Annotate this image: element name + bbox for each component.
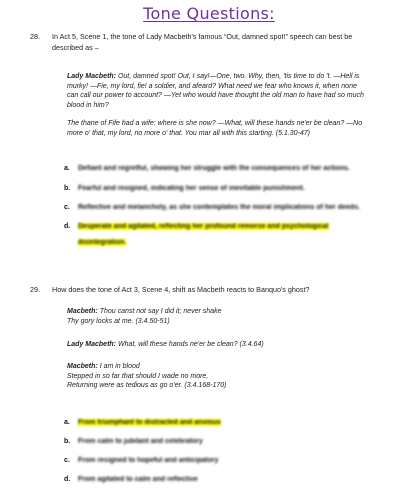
option-29-b xyxy=(64,437,203,447)
quote-speaker: Macbeth: xyxy=(67,308,98,315)
quote-speaker: Lady Macbeth: xyxy=(67,73,117,80)
option-letter: b. xyxy=(64,185,71,192)
option-letter: a. xyxy=(64,419,70,426)
quote-speaker: Lady Macbeth: xyxy=(67,341,117,348)
quote-thane-of-fife xyxy=(67,119,397,138)
option-text: From agitated to calm and reflective xyxy=(78,476,198,483)
option-text: From resigned to hopeful and anticipatory xyxy=(78,457,219,464)
option-28-b xyxy=(64,184,305,194)
question-29 xyxy=(30,284,392,295)
option-28-d xyxy=(64,222,329,232)
page-title: Tone Questions: xyxy=(143,4,275,23)
question-text-line2: described as – xyxy=(52,43,99,52)
quote-speaker: Macbeth: xyxy=(67,363,98,370)
option-text: Defiant and regretful, showing her struggle with the consequences of her actions. xyxy=(78,165,350,172)
option-text-highlighted: disintegration. xyxy=(78,239,127,246)
option-letter: d. xyxy=(64,476,71,483)
option-letter: a. xyxy=(64,165,70,172)
quote-line: Returning were as tedious as go o'er. (3.4.168-170) xyxy=(67,382,227,389)
option-28-a xyxy=(64,164,350,174)
question-text-line1: In Act 5, Scene 1, the tone of Lady Macbeth's famous “Out, damned spot!” speech can best be xyxy=(52,32,353,41)
quote-line: Out, damned spot! Out, I say!—One, two. Why, then, 'tis time to do 't. —Hell is xyxy=(117,73,360,80)
quote-line: Thy gory locks at me. (3.4.50-51) xyxy=(67,317,170,325)
quote-line: blood in him? xyxy=(67,101,109,109)
option-28-c xyxy=(64,203,360,213)
option-29-d xyxy=(64,475,198,485)
option-text: Reflective and melancholy, as she contemplates the moral implications of her deeds. xyxy=(78,204,360,211)
quote-line: The thane of Fife had a wife: where is she now? —What, will these hands ne'er be clean? —No xyxy=(67,120,363,127)
quote-line: Stepped in so far that should I wade no more, xyxy=(67,372,209,380)
option-28-d-continued xyxy=(78,238,126,248)
quote-line: can call our power to account? —Yet who would have thought the old man to have had so much xyxy=(67,92,364,99)
quote-line: more o' that, my lord, no more o' that. You mar all with this starting. (5.1.30-47) xyxy=(67,129,310,137)
option-text: Fearful and resigned, indicating her sense of inevitable punishment. xyxy=(78,185,305,192)
option-letter: d. xyxy=(64,223,71,230)
quote-line: I am in blood xyxy=(99,363,140,370)
quote-macbeth-2 xyxy=(67,362,327,391)
quote-line: What, will these hands ne'er be clean? (3.4.64) xyxy=(117,341,264,348)
option-letter: c. xyxy=(64,457,70,464)
quote-line: murky! —Fie, my lord, fie! a soldier, and afeard? What need we fear who knows it, when none xyxy=(67,82,357,90)
question-number: 29. xyxy=(30,285,40,294)
option-text-highlighted: Desperate and agitated, reflecting her profound remorse and psychological xyxy=(78,223,329,230)
question-number: 28. xyxy=(30,32,40,41)
option-letter: b. xyxy=(64,438,71,445)
option-29-a xyxy=(64,418,221,428)
quote-line: Thou canst not say I did it; never shake xyxy=(99,308,222,315)
option-text: From calm to jubilant and celebratory xyxy=(78,438,203,445)
question-text: How does the tone of Act 3, Scene 4, shift as Macbeth reacts to Banquo's ghost? xyxy=(52,285,310,294)
question-28 xyxy=(30,31,392,53)
option-letter: c. xyxy=(64,204,70,211)
quote-macbeth-1 xyxy=(67,307,327,326)
quote-lady-macbeth-2 xyxy=(67,340,367,350)
option-text-highlighted: From triumphant to distracted and anxious xyxy=(78,419,221,426)
quote-lady-macbeth xyxy=(67,72,397,110)
option-29-c xyxy=(64,456,218,466)
